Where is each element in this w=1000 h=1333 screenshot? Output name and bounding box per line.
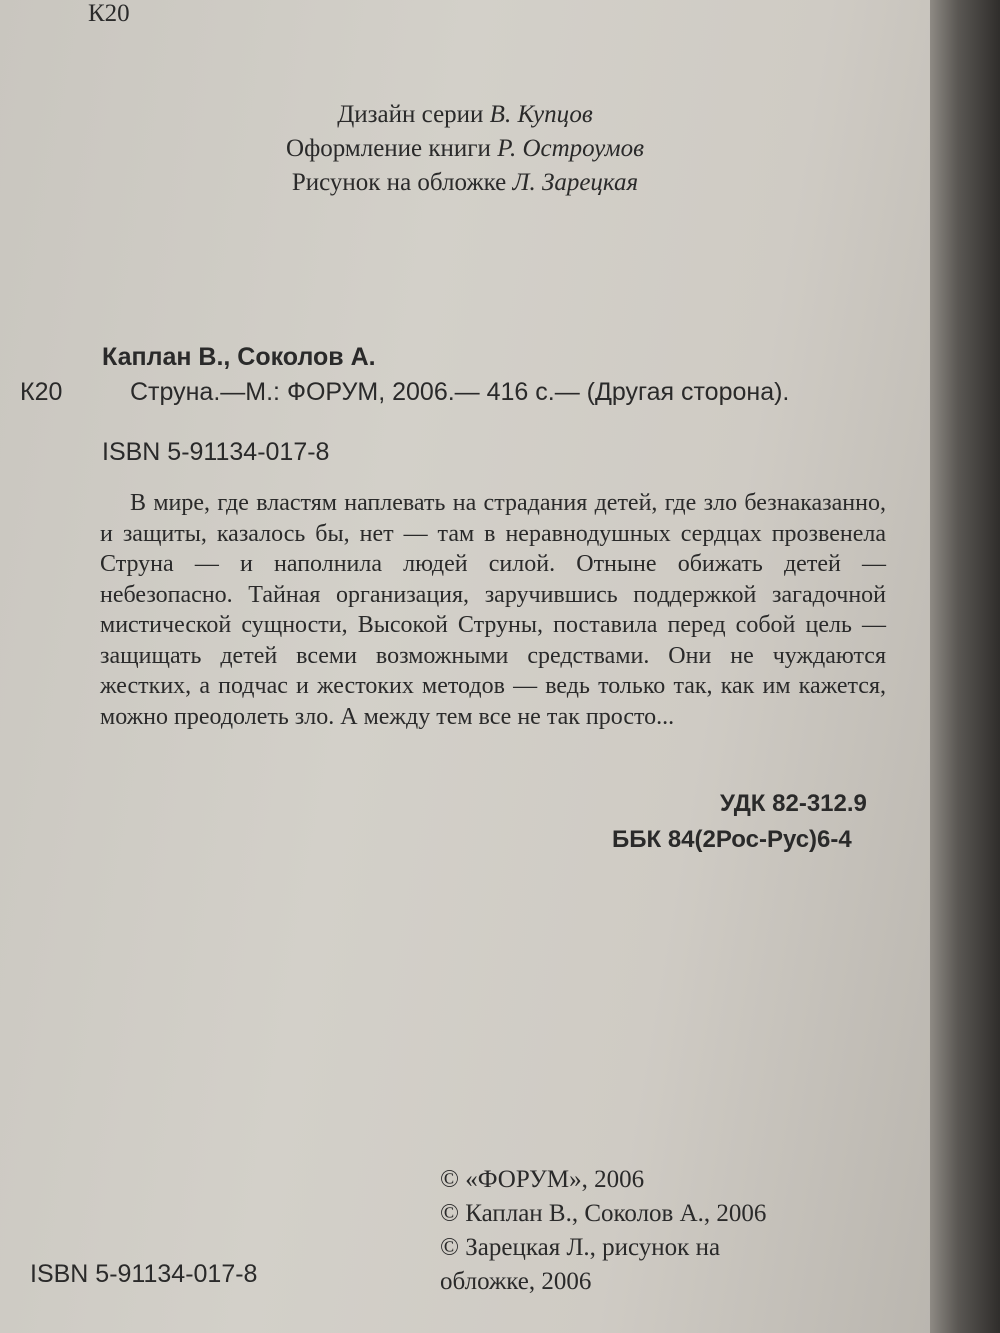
credit-label: Оформление книги — [286, 135, 491, 162]
bbk-code: ББК 84(2Рос-Рус)6-4 — [612, 826, 852, 853]
copyright-line: обложке, 2006 — [440, 1268, 592, 1295]
side-classification-code: К20 — [20, 378, 63, 406]
book-annotation: В мире, где властям наплевать на страдания детей, где зло безнаказанно, и защиты, казалось бы, нет — там в неравнодушных сердцах прозвенела Струна — и наполнила людей силой. Отныне обижать детей — небезопасно. Тайная организация, заручившись поддержкой загадочной мистической сущности, Высокой Струны, поставила перед собой цель — защищать детей всеми возможными средствами. Они не чуждаются жестких, а подчас и жестоких методов — ведь только так, как им кажется, можно преодолеть зло. А между тем все не так просто... — [100, 490, 886, 730]
top-classification-code: К20 — [88, 0, 130, 27]
credit-name: Р. Остроумов — [497, 135, 644, 162]
isbn-main: ISBN 5-91134-017-8 — [102, 438, 330, 466]
isbn-bottom: ISBN 5-91134-017-8 — [30, 1260, 258, 1288]
credit-label: Рисунок на обложке — [291, 169, 507, 196]
credit-cover-illustration — [230, 166, 700, 200]
credit-name: Л. Зарецкая — [512, 169, 639, 196]
bibliographic-citation: Струна.—М.: ФОРУМ, 2006.— 416 с.— (Другая сторона). — [130, 378, 790, 406]
page-edge-shadow — [930, 0, 1000, 1333]
credit-label: Дизайн серии — [337, 101, 484, 128]
copyright-line: © «ФОРУМ», 2006 — [440, 1166, 645, 1193]
udk-code: УДК 82-312.9 — [720, 790, 867, 817]
copyright-line: © Зарецкая Л., рисунок на — [440, 1234, 721, 1261]
authors-heading: Каплан В., Соколов А. — [102, 343, 376, 371]
credit-series-design — [230, 98, 700, 132]
design-credits — [230, 98, 700, 200]
copyright-block — [440, 1163, 766, 1299]
credit-book-design — [230, 132, 700, 166]
credit-name: В. Купцов — [489, 101, 593, 128]
copyright-line: © Каплан В., Соколов А., 2006 — [440, 1200, 767, 1227]
